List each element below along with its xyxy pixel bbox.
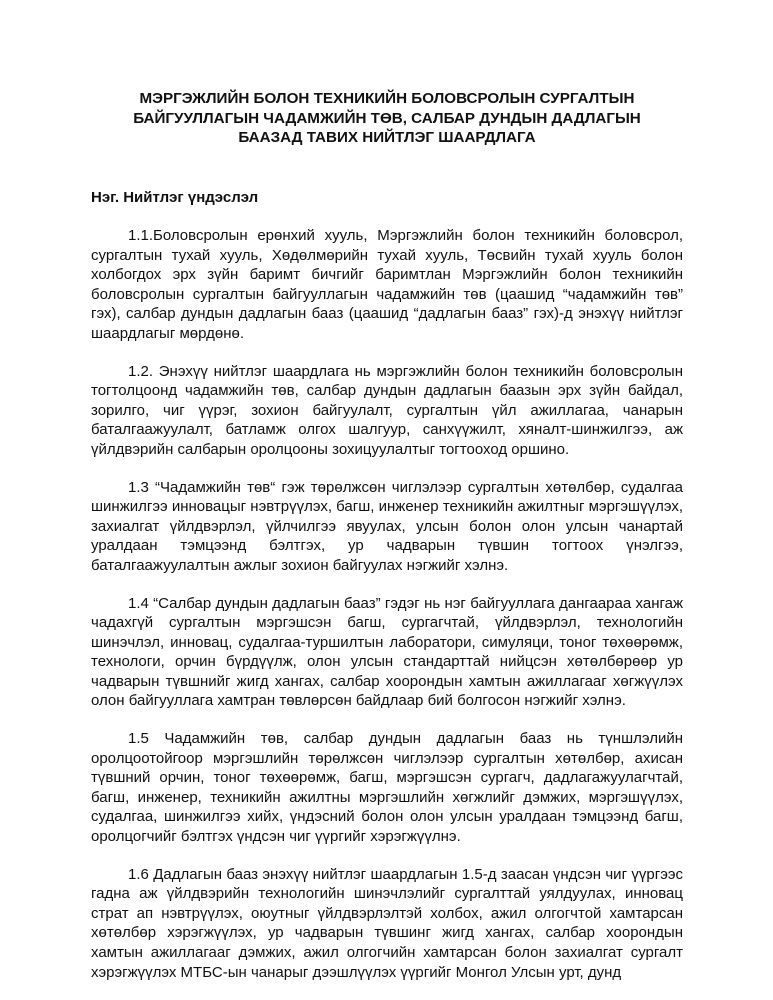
paragraph-1-5: 1.5 Чадамжийн төв, салбар дундын дадлагын бааз нь түншлэлийн оролцоотойгоор мэргэшлийн төрөлжсөн чиглэлээр сургалтын хөтөлбөр, ахисан түвшний орчин, тоног төхөөрөмж, багш, мэргэшсэн сургагч, дадлагажуулагчтай, багш, инженер, техникийн ажилтны мэргэшлийн хөгжлийг дэмжих, мэргэшүүлэх, судалгаа, шинжилгээ хийх, үндэсний болон олон улсын уралдаан тэмцээнд багш, оролцогчийг бэлтгэх үндсэн чиг үүргийг хэрэгжүүлнэ. xyxy=(91,730,683,846)
title-line-3: БААЗАД ТАВИХ НИЙТЛЭГ ШААРДЛАГА xyxy=(238,129,536,146)
section-heading: Нэг. Нийтлэг үндэслэл xyxy=(91,188,259,206)
title-line-1: МЭРГЭЖЛИЙН БОЛОН ТЕХНИКИЙН БОЛОВСРОЛЫН СУРГАЛТЫН xyxy=(139,90,635,107)
paragraph-1-2: 1.2. Энэхүү нийтлэг шаардлага нь мэргэжлийн болон техникийн боловсролын тогтолцоонд чадамжийн төв, салбар дундын дадлагын баазын эрх зүйн байдал, зорилго, чиг үүрэг, зохион байгуулалт, сургалтын үйл ажиллагаа, чанарын баталгаажуулалт, батламж олгох шалгуур, санхүүжилт, хяналт-шинжилгээ, аж үйлдвэрийн салбарын оролцооны зохицуулалтыг тогтооход оршино. xyxy=(91,362,683,458)
paragraph-1-1: 1.1.Боловсролын ерөнхий хууль, Мэргэжлийн болон техникийн боловсрол, сургалтын тухай хууль, Хөдөлмөрийн тухай хууль, Төсвийн тухай хууль болон холбогдох эрх зүйн баримт бичгийг баримтлан Мэргэжлийн болон техникийн боловсролын сургалтын байгууллагын чадамжийн төв (цаашид “чадамжийн төв” гэх), салбар дундын дадлагын бааз (цаашид “дадлагын бааз” гэх)-д энэхүү нийтлэг шаардлагыг мөрдөнө. xyxy=(91,227,683,342)
document-page xyxy=(91,89,683,982)
document-title xyxy=(91,89,683,148)
paragraph-1-4: 1.4 “Салбар дундын дадлагын бааз” гэдэг нь нэг байгууллага дангаараа хангаж чадахгүй сургалтын мэргэшсэн багш, сургагчтай, үйлдвэрлэл, технологийн шинэчлэл, инновац, судалгаа-туршилтын лаборатори, симуляци, тоног төхөөрөмж, технологи, орчин бүрдүүлж, олон улсын стандарттай нийцсэн хөтөлбөрөөр ур чадварын түвшнийг жигд хангах, салбар хоорондын хамтын ажиллагааг хөгжүүлэх олон байгууллага хамтран төвлөрсөн байдлаар бий болгосон нэгжийг хэлнэ. xyxy=(91,594,683,710)
paragraph-1-6: 1.6 Дадлагын бааз энэхүү нийтлэг шаардлагын 1.5-д заасан үндсэн чиг үүргээс гадна аж үйлдвэрийн технологийн шинэчлэлийг сургалттай уялдуулах, инновац страт ап нэвтрүүлэх, оюутныг үйлдвэрлэлтэй холбох, ажил олгогчтой хамтарсан хөтөлбөр хэрэгжүүлэх, ур чадварын түвшинг жигд хангах, салбар хоорондын хамтын ажиллагааг дэмжих, ажил олгогчийн хамтарсан болон захиалгат сургалт хэрэгжүүлэх МТБС-ын чанарыг дээшлүүлэх үүргийг Монгол Улсын урт, дунд xyxy=(91,865,683,981)
paragraph-1-3: 1.3 “Чадамжийн төв“ гэж төрөлжсөн чиглэлээр сургалтын хөтөлбөр, судалгаа шинжилгээ инновацыг нэвтрүүлэх, багш, инженер техникийн ажилтныг мэргэшүүлэх, захиалгат үйлдвэрлэл, үйлчилгээ явуулах, улсын болон олон улсын чанартай уралдаан тэмцээнд бэлтгэх, ур чадварын түвшин тогтоох үнэлгээ, баталгаажуулалтын ажлыг зохион байгуулах нэгжийг хэлнэ. xyxy=(91,478,683,574)
title-line-2: БАЙГУУЛЛАГЫН ЧАДАМЖИЙН ТӨВ, САЛБАР ДУНДЫН ДАДЛАГЫН xyxy=(133,109,641,127)
